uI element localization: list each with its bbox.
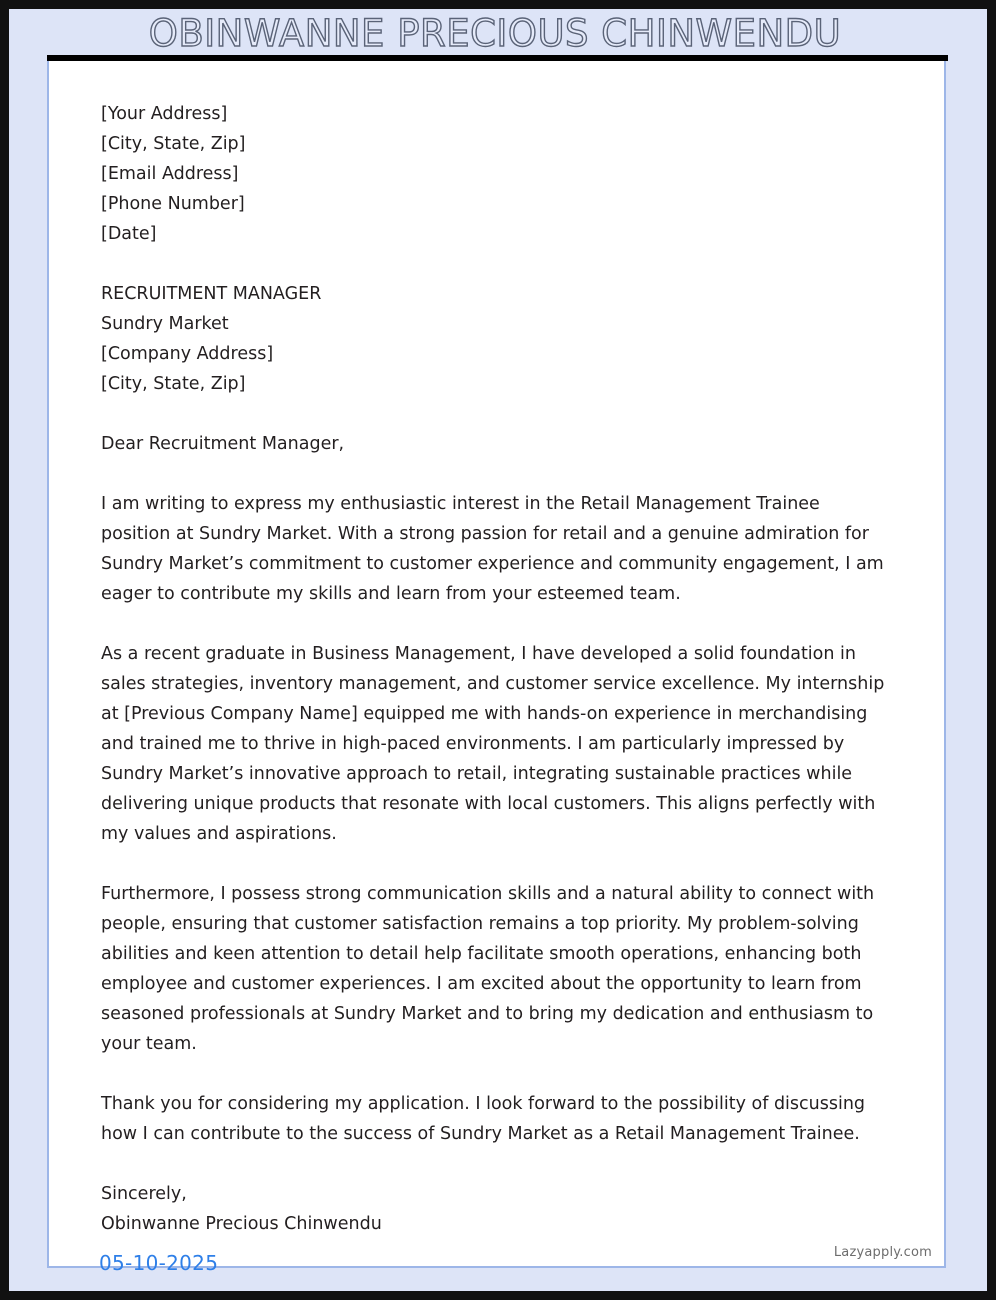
body-paragraph-4: Thank you for considering my application. I look forward to the possibility of discussing how I can contribute to the success of Sundry Market as a Retail Management Trainee. — [101, 1094, 866, 1144]
page-title: OBINWANNE PRECIOUS CHINWENDU — [148, 11, 842, 55]
body-paragraph-1: I am writing to express my enthusiastic interest in the Retail Management Trainee position at Sundry Market. With a strong passion for retail and a genuine admiration for Sundry Market’s commitment to customer experience and community engagement, I am eager to contribute my skills and learn from your esteemed team. — [101, 494, 884, 604]
letter-content — [101, 99, 891, 1239]
document-header — [9, 9, 987, 55]
letter-sheet — [47, 61, 946, 1268]
sender-address-line: [Your Address] — [101, 104, 228, 124]
sender-email-line: [Email Address] — [101, 164, 239, 184]
watermark: Lazyapply.com — [833, 1245, 932, 1260]
recipient-address-block — [101, 279, 891, 399]
recipient-company-line: Sundry Market — [101, 314, 229, 334]
salutation: Dear Recruitment Manager, — [101, 434, 345, 454]
sender-city-line: [City, State, Zip] — [101, 134, 246, 154]
sender-phone-line: [Phone Number] — [101, 194, 245, 214]
recipient-city-line: [City, State, Zip] — [101, 374, 246, 394]
closing-block — [101, 1179, 891, 1239]
signature-name: Obinwanne Precious Chinwendu — [101, 1214, 382, 1234]
valediction: Sincerely, — [101, 1184, 187, 1204]
recipient-address-line: [Company Address] — [101, 344, 274, 364]
sender-address-block — [101, 99, 891, 249]
sender-date-line: [Date] — [101, 224, 157, 244]
body-paragraph-2: As a recent graduate in Business Management, I have developed a solid foundation in sales strategies, inventory management, and customer service excellence. My internship at [Previous Company Name] equipped me with hands-on experience in merchandising and trained me to thrive in high-paced environments. I am particularly impressed by Sundry Market’s innovative approach to retail, integrating sustainable practices while delivering unique products that resonate with local customers. This aligns perfectly with my values and aspirations. — [101, 644, 885, 844]
body-paragraph-3: Furthermore, I possess strong communication skills and a natural ability to connect with people, ensuring that customer satisfaction remains a top priority. My problem-solving abilities and keen attention to detail help facilitate smooth operations, enhancing both employee and customer experiences. I am excited about the opportunity to learn from seasoned professionals at Sundry Market and to bring my dedication and enthusiasm to your team. — [101, 884, 875, 1054]
document-date: 05-10-2025 — [99, 1251, 219, 1275]
recipient-title-line: RECRUITMENT MANAGER — [101, 284, 322, 304]
